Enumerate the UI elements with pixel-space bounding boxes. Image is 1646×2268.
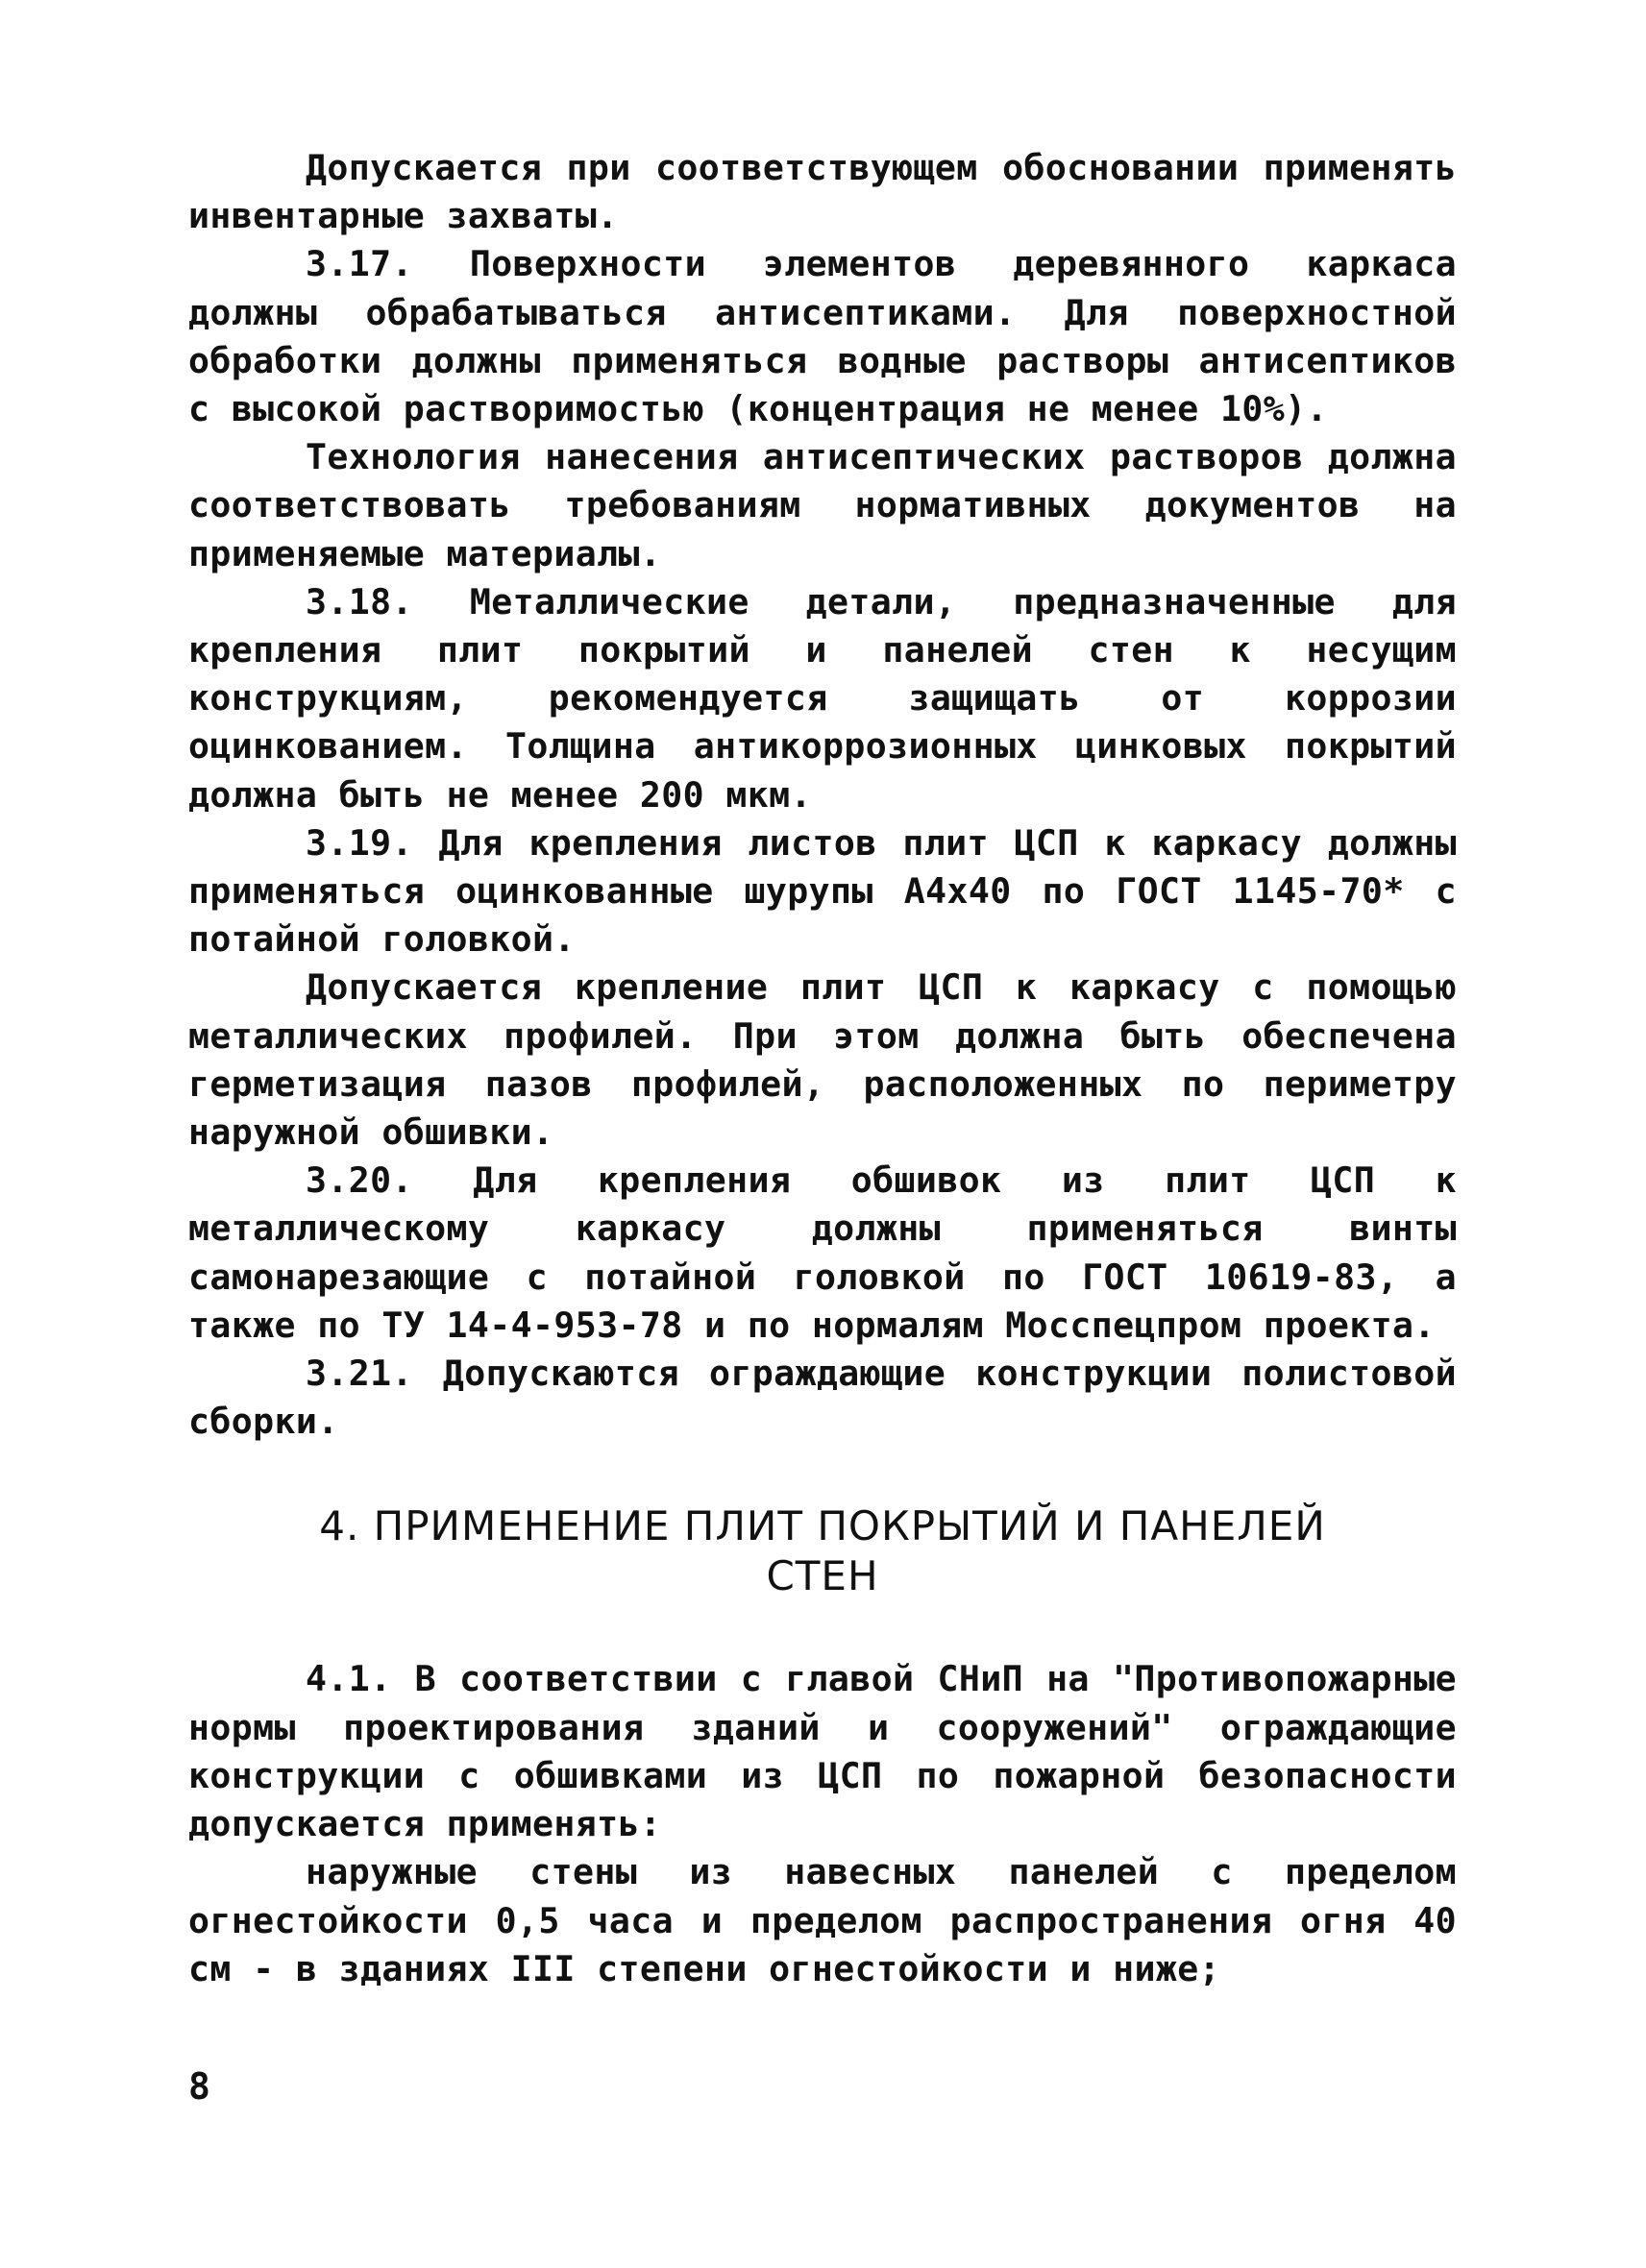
page-number: 8 — [188, 2065, 210, 2108]
paragraph-inventory-grips: Допускается при соответствующем обосновании применять инвентарные захваты. — [188, 147, 1457, 237]
paragraph-metal-profiles: Допускается крепление плит ЦСП к каркасу с помощью металлических профилей. При этом должна быть обеспечена герметизация пазов профилей, расположенных по периметру наружной обшивки. — [188, 966, 1457, 1154]
paragraph-4-1: 4.1. В соответствии с главой СНиП на "Противопожарные нормы проектирования зданий и сооружений" ограждающие конструкции с обшивками из ЦСП по пожарной безопасности допускается применять: — [188, 1658, 1457, 1845]
paragraph-3-18: 3.18. Металлические детали, предназначенные для крепления плит покрытий и панелей стен к несущим конструкциям, рекомендуется защищать от коррозии оцинкованием. Толщина антикоррозионных цинковых покрытий должна быть не менее 200 мкм. — [188, 580, 1457, 816]
paragraph-3-17: 3.17. Поверхности элементов деревянного каркаса должны обрабатываться антисептиками. Для поверхностной обработки должны применяться водные растворы антисептиков с высокой растворимостью (концентрация не менее 10%). — [188, 243, 1457, 430]
paragraph-3-21: 3.21. Допускаются ограждающие конструкции полистовой сборки. — [188, 1353, 1457, 1443]
section-heading-line-1: 4. ПРИМЕНЕНИЕ ПЛИТ ПОКРЫТИЙ И ПАНЕЛЕЙ — [319, 1502, 1326, 1550]
section-heading-line-2: СТЕН — [766, 1552, 879, 1600]
document-page — [188, 144, 1457, 1993]
paragraph-antiseptic-technology: Технология нанесения антисептических растворов должна соответствовать требованиям нормативных документов на применяемые материалы. — [188, 436, 1457, 574]
section-heading — [188, 1501, 1457, 1601]
paragraph-3-20: 3.20. Для крепления обшивок из плит ЦСП к металлическому каркасу должны применяться винты самонарезающие с потайной головкой по ГОСТ 10619-83, а также по ТУ 14-4-953-78 и по нормалям Мосспецпром проекта. — [188, 1159, 1457, 1346]
paragraph-3-19: 3.19. Для крепления листов плит ЦСП к каркасу должны применяться оцинкованные шурупы А4х40 по ГОСТ 1145-70* с потайной головкой. — [188, 821, 1457, 961]
paragraph-exterior-walls: наружные стены из навесных панелей с пределом огнестойкости 0,5 часа и пределом распространения огня 40 см - в зданиях III степени огнестойкости и ниже; — [188, 1851, 1457, 1989]
